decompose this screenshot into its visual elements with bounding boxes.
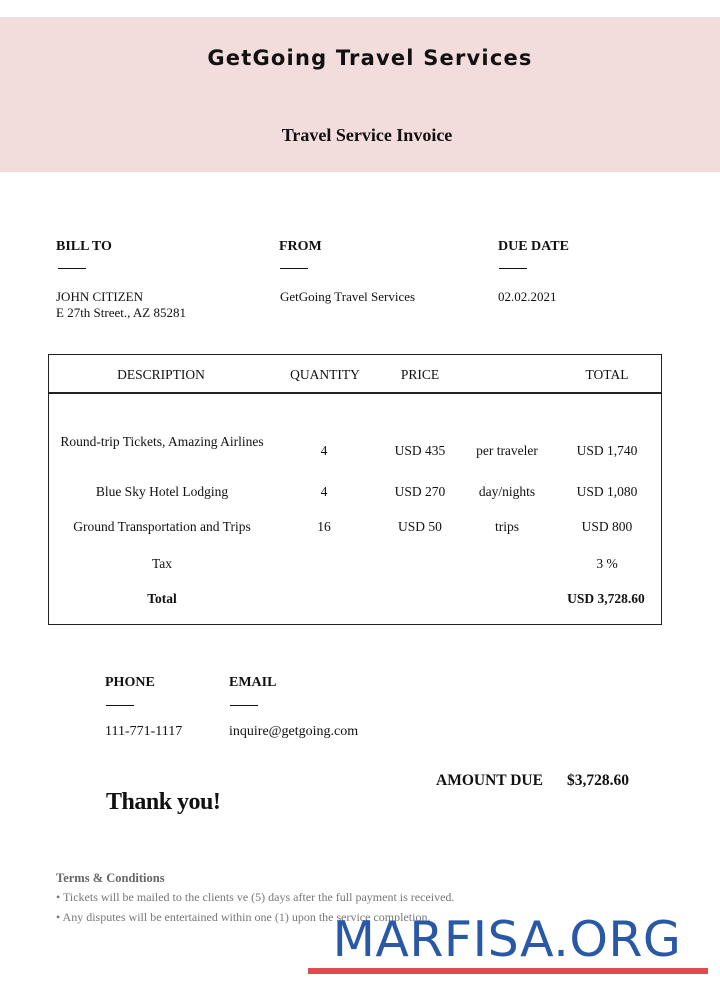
header-band xyxy=(0,17,720,172)
header-description: DESCRIPTION xyxy=(117,367,205,382)
from-label: FROM xyxy=(279,239,322,254)
tax-label: Tax xyxy=(151,556,173,571)
watermark-text: MARFISA.ORG xyxy=(332,911,682,968)
email-label: EMAIL xyxy=(229,675,277,690)
amount-due-value: $3,728.60 xyxy=(567,772,629,789)
thank-you-message: Thank you! xyxy=(106,789,221,815)
bill-to-label: BILL TO xyxy=(56,239,112,254)
row-2-description: Blue Sky Hotel Lodging xyxy=(95,484,229,499)
phone-label: PHONE xyxy=(105,675,155,690)
header-price: PRICE xyxy=(400,367,440,382)
terms-line-2: • Any disputes will be entertained within one (1) upon the service completion. xyxy=(56,910,431,924)
row-3-unit: trips xyxy=(494,519,519,534)
from-rule xyxy=(280,268,308,269)
terms-line-1: • Tickets will be mailed to the clients ve (5) days after the full payment is received. xyxy=(56,890,455,904)
row-1-quantity: 4 xyxy=(320,443,328,458)
table-header-divider xyxy=(49,392,661,394)
row-3-price: USD 50 xyxy=(398,519,442,534)
tax-value: 3 % xyxy=(596,556,618,571)
bill-to-rule xyxy=(58,268,86,269)
header-quantity: QUANTITY xyxy=(290,367,360,382)
bill-to-name: JOHN CITIZEN xyxy=(56,289,144,304)
row-1-description: Round-trip Tickets, Amazing Airlines xyxy=(60,434,264,449)
amount-due-label: AMOUNT DUE xyxy=(436,772,543,789)
row-3-total: USD 800 xyxy=(581,519,633,534)
due-date-value: 02.02.2021 xyxy=(498,289,557,304)
row-1-unit: per traveler xyxy=(476,443,538,458)
row-2-quantity: 4 xyxy=(320,484,328,499)
row-2-price: USD 270 xyxy=(394,484,446,499)
bill-to-address: E 27th Street., AZ 85281 xyxy=(56,305,186,320)
row-1-total: USD 1,740 xyxy=(576,443,638,458)
grand-total-label: Total xyxy=(147,591,177,606)
phone-rule xyxy=(106,705,134,706)
watermark-logo xyxy=(304,910,710,976)
from-value: GetGoing Travel Services xyxy=(280,289,416,304)
email-value: inquire@getgoing.com xyxy=(229,724,359,739)
watermark-underline xyxy=(308,968,708,974)
invoice-title: Travel Service Invoice xyxy=(281,125,453,145)
due-date-rule xyxy=(499,268,527,269)
row-3-quantity: 16 xyxy=(317,519,331,534)
phone-value: 111-771-1117 xyxy=(105,724,183,739)
company-name: GetGoing Travel Services xyxy=(207,46,533,70)
header-total: TOTAL xyxy=(585,367,629,382)
email-rule xyxy=(230,705,258,706)
row-3-description: Ground Transportation and Trips xyxy=(73,519,251,534)
due-date-label: DUE DATE xyxy=(498,239,569,254)
row-2-total: USD 1,080 xyxy=(576,484,638,499)
terms-title: Terms & Conditions xyxy=(56,871,165,885)
row-1-price: USD 435 xyxy=(394,443,446,458)
grand-total-value: USD 3,728.60 xyxy=(567,591,645,606)
items-table xyxy=(48,354,662,625)
row-2-unit: day/nights xyxy=(478,484,536,499)
